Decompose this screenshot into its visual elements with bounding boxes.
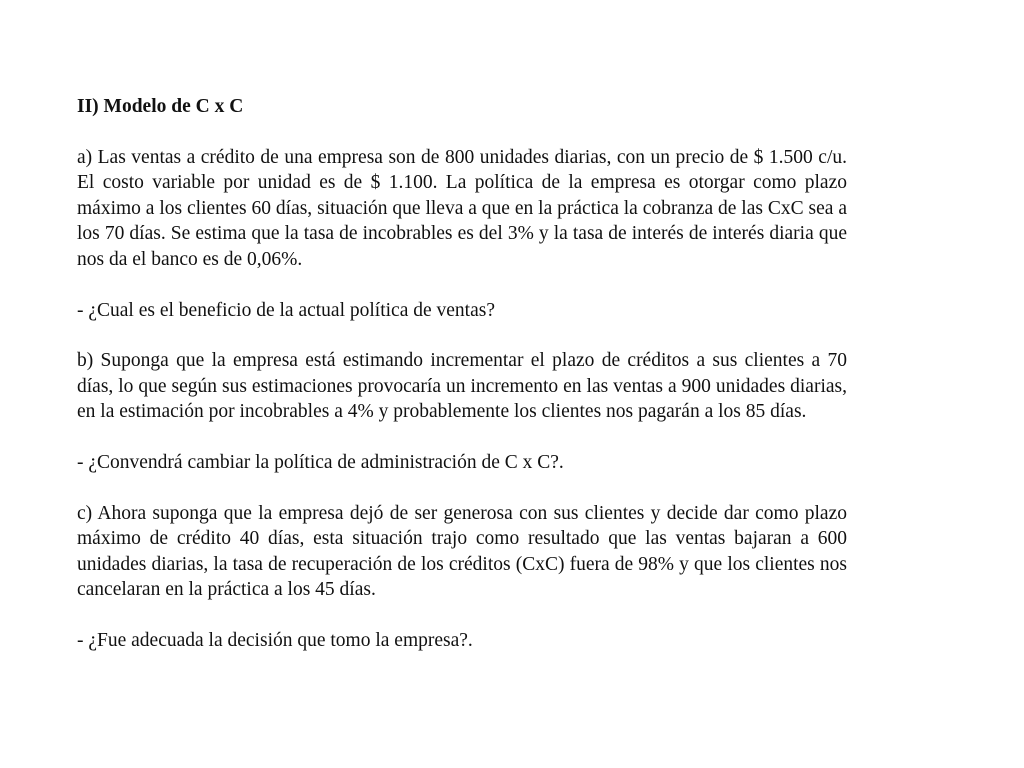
document-title: II) Modelo de C x C xyxy=(77,96,244,117)
question-a: - ¿Cual es el beneficio de la actual política de ventas? xyxy=(77,299,495,321)
spacer xyxy=(77,603,847,628)
document-body xyxy=(77,94,847,654)
spacer xyxy=(77,273,847,298)
spacer xyxy=(77,425,847,450)
part-a-text: a) Las ventas a crédito de una empresa son de 800 unidades diarias, con un precio de $ 1.500 c/u. El costo variable por unidad es de $ 1.100. La política de la empresa es otorgar como plazo máximo a los clientes 60 días, situación que lleva a que en la práctica la cobranza de las CxC sea a los 70 días. Se estima que la tasa de incobrables es del 3% y la tasa de interés de interés diaria que nos da el banco es de 0,06%. xyxy=(77,146,847,270)
spacer xyxy=(77,476,847,501)
question-c: - ¿Fue adecuada la decisión que tomo la empresa?. xyxy=(77,629,473,651)
part-c-text: c) Ahora suponga que la empresa dejó de ser generosa con sus clientes y decide dar como plazo máximo de crédito 40 días, esta situación trajo como resultado que las ventas bajaran a 600 unidades diarias, la tasa de recuperación de los créditos (CxC) fuera de 98% y que los clientes nos cancelaran en la práctica a los 45 días. xyxy=(77,502,847,601)
question-b: - ¿Convendrá cambiar la política de administración de C x C?. xyxy=(77,451,564,473)
part-b-text: b) Suponga que la empresa está estimando incrementar el plazo de créditos a sus clientes a 70 días, lo que según sus estimaciones provocaría un incremento en las ventas a 900 unidades diarias, en la estimación por incobrables a 4% y probablemente los clientes nos pagarán a los 85 días. xyxy=(77,350,847,423)
spacer xyxy=(77,323,847,348)
